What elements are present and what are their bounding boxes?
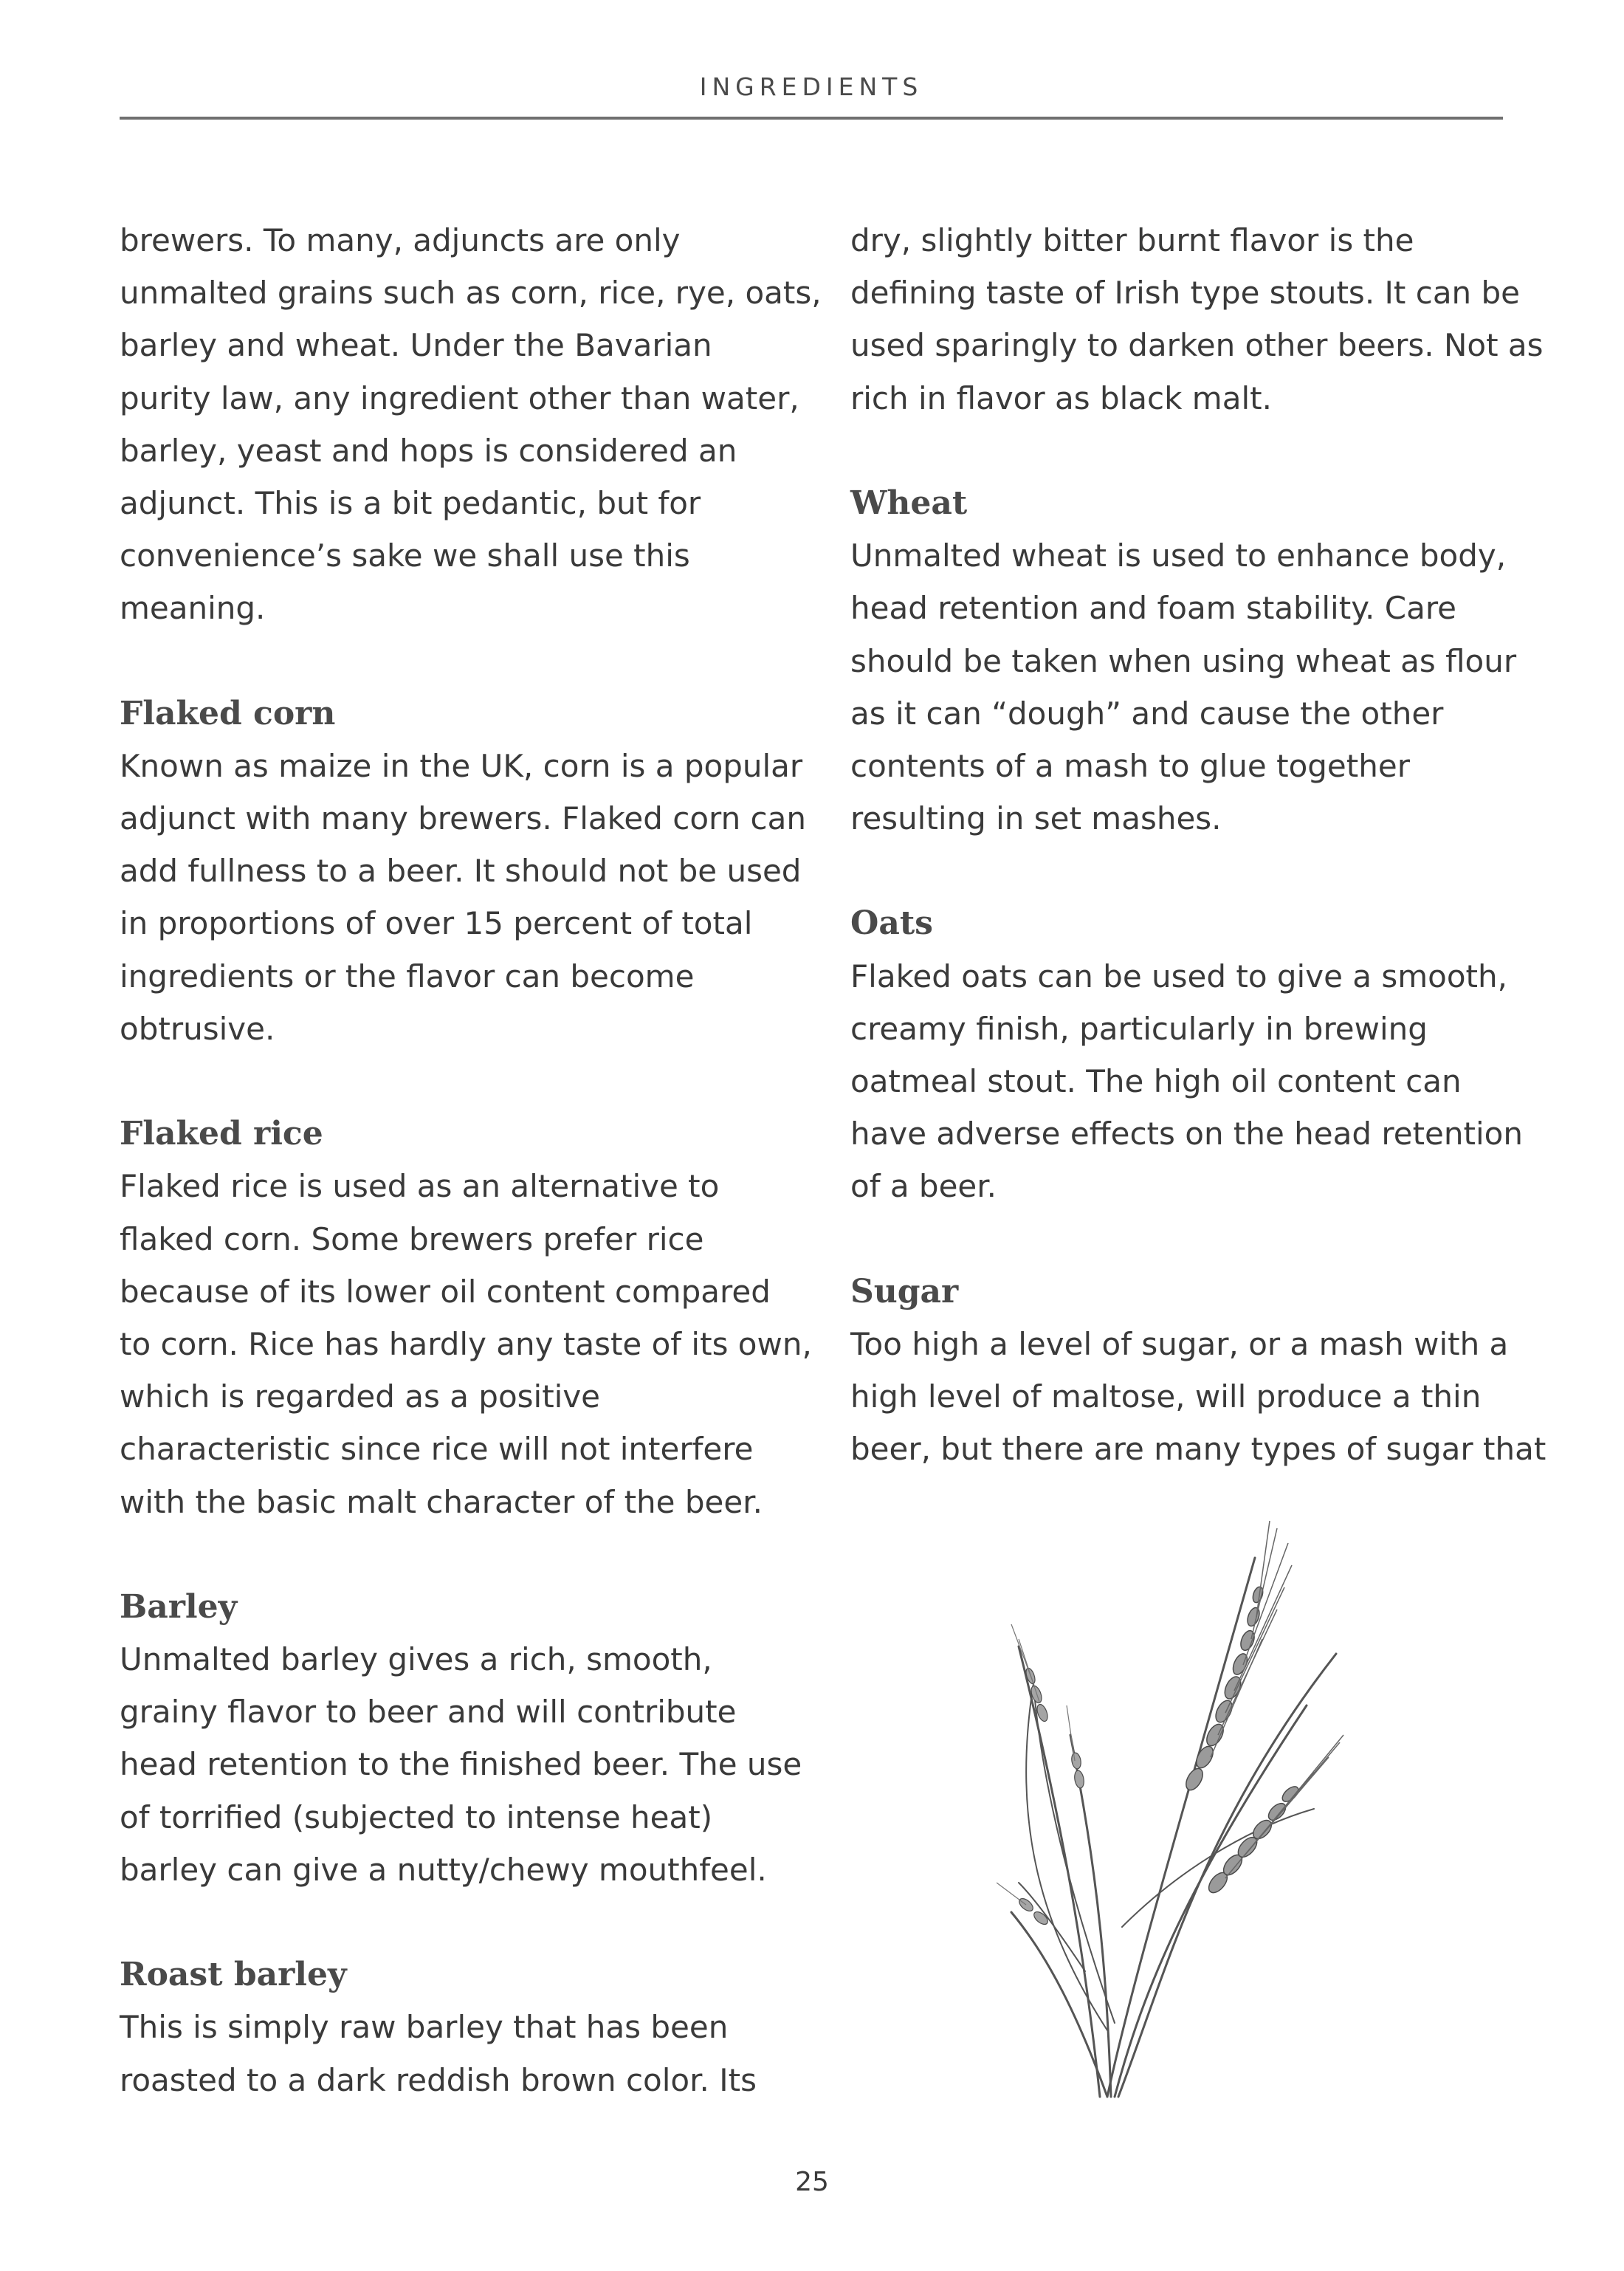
body-line: unmalted grains such as corn, rice, rye, oats, <box>120 275 822 312</box>
section-heading-sugar: Sugar <box>850 1272 959 1310</box>
body-line: add fullness to a beer. It should not be used <box>120 853 802 890</box>
body-line: brewers. To many, adjuncts are only <box>120 222 681 258</box>
body-line: resulting in set mashes. <box>850 800 1222 837</box>
body-line: with the basic malt character of the beer. <box>120 1483 763 1520</box>
section-heading-barley: Barley <box>120 1587 238 1626</box>
body-line: head retention and foam stability. Care <box>850 590 1457 627</box>
body-line: purity law, any ingredient other than water, <box>120 379 799 416</box>
body-line: to corn. Rice has hardly any taste of its own, <box>120 1325 812 1362</box>
body-line: Unmalted barley gives a rich, smooth, <box>120 1641 712 1678</box>
paragraph-gap <box>120 1055 784 1107</box>
body-line: of a beer. <box>850 1168 997 1205</box>
header-rule <box>120 117 1503 120</box>
body-line: convenience’s sake we shall use this <box>120 537 690 574</box>
body-line: meaning. <box>120 590 266 627</box>
body-line: roasted to a dark reddish brown color. Its <box>120 2061 757 2098</box>
body-line: because of its lower oil content compared <box>120 1273 771 1310</box>
paragraph-gap <box>120 1896 784 1948</box>
body-line: defining taste of Irish type stouts. It can be <box>850 275 1521 312</box>
body-line: Too high a level of sugar, or a mash with a <box>850 1325 1509 1362</box>
section-heading-flaked-rice: Flaked rice <box>120 1115 323 1153</box>
body-line: dry, slightly bitter burnt flavor is the <box>850 222 1414 258</box>
paragraph-gap <box>120 1528 784 1581</box>
section-heading-wheat: Wheat <box>850 484 968 522</box>
paragraph-gap <box>120 635 784 687</box>
page-number: 25 <box>795 2167 829 2197</box>
body-line: adjunct. This is a bit pedantic, but for <box>120 484 701 521</box>
body-line: head retention to the finished beer. The use <box>120 1746 802 1783</box>
body-line: Flaked oats can be used to give a smooth, <box>850 958 1507 994</box>
body-line: barley and wheat. Under the Bavarian <box>120 327 712 364</box>
body-line: high level of maltose, will produce a thin <box>850 1378 1482 1415</box>
body-line: contents of a mash to glue together <box>850 747 1410 784</box>
section-heading-roast-barley: Roast barley <box>120 1956 347 1994</box>
body-line: as it can “dough” and cause the other <box>850 695 1444 732</box>
body-line: of torrified (subjected to intense heat) <box>120 1798 713 1835</box>
body-line: characteristic since rice will not interfere <box>120 1431 754 1468</box>
body-line: adjunct with many brewers. Flaked corn can <box>120 800 807 837</box>
paragraph-gap <box>850 845 1515 897</box>
body-line: obtrusive. <box>120 1010 275 1047</box>
paragraph-gap <box>850 1213 1515 1265</box>
body-line: barley can give a nutty/chewy mouthfeel. <box>120 1851 767 1888</box>
body-line: Unmalted wheat is used to enhance body, <box>850 537 1507 574</box>
right-column <box>850 214 1546 1476</box>
paragraph-gap <box>850 425 1515 477</box>
body-line: Known as maize in the UK, corn is a popular <box>120 747 803 784</box>
body-line: which is regarded as a positive <box>120 1378 601 1415</box>
body-line: Flaked rice is used as an alternative to <box>120 1168 720 1205</box>
body-line: ingredients or the flavor can become <box>120 958 695 994</box>
body-line: grainy flavor to beer and will contribute <box>120 1694 737 1731</box>
body-line: barley, yeast and hops is considered an <box>120 432 737 469</box>
body-line: beer, but there are many types of sugar that <box>850 1431 1546 1468</box>
body-line: in proportions of over 15 percent of total <box>120 905 753 942</box>
section-heading-oats: Oats <box>850 904 933 943</box>
body-line: used sparingly to darken other beers. Not as <box>850 327 1544 364</box>
barley-stalks-icon <box>997 1514 1351 2119</box>
body-line: have adverse effects on the head retention <box>850 1116 1523 1152</box>
running-header: INGREDIENTS <box>699 72 923 101</box>
section-heading-flaked-corn: Flaked corn <box>120 694 336 732</box>
body-line: flaked corn. Some brewers prefer rice <box>120 1220 704 1257</box>
body-line: oatmeal stout. The high oil content can <box>850 1063 1462 1099</box>
body-line: This is simply raw barley that has been <box>120 2009 729 2046</box>
left-column <box>120 214 822 2106</box>
body-line: rich in flavor as black malt. <box>850 379 1272 416</box>
body-line: should be taken when using wheat as flour <box>850 642 1517 679</box>
body-line: creamy finish, particularly in brewing <box>850 1010 1428 1047</box>
